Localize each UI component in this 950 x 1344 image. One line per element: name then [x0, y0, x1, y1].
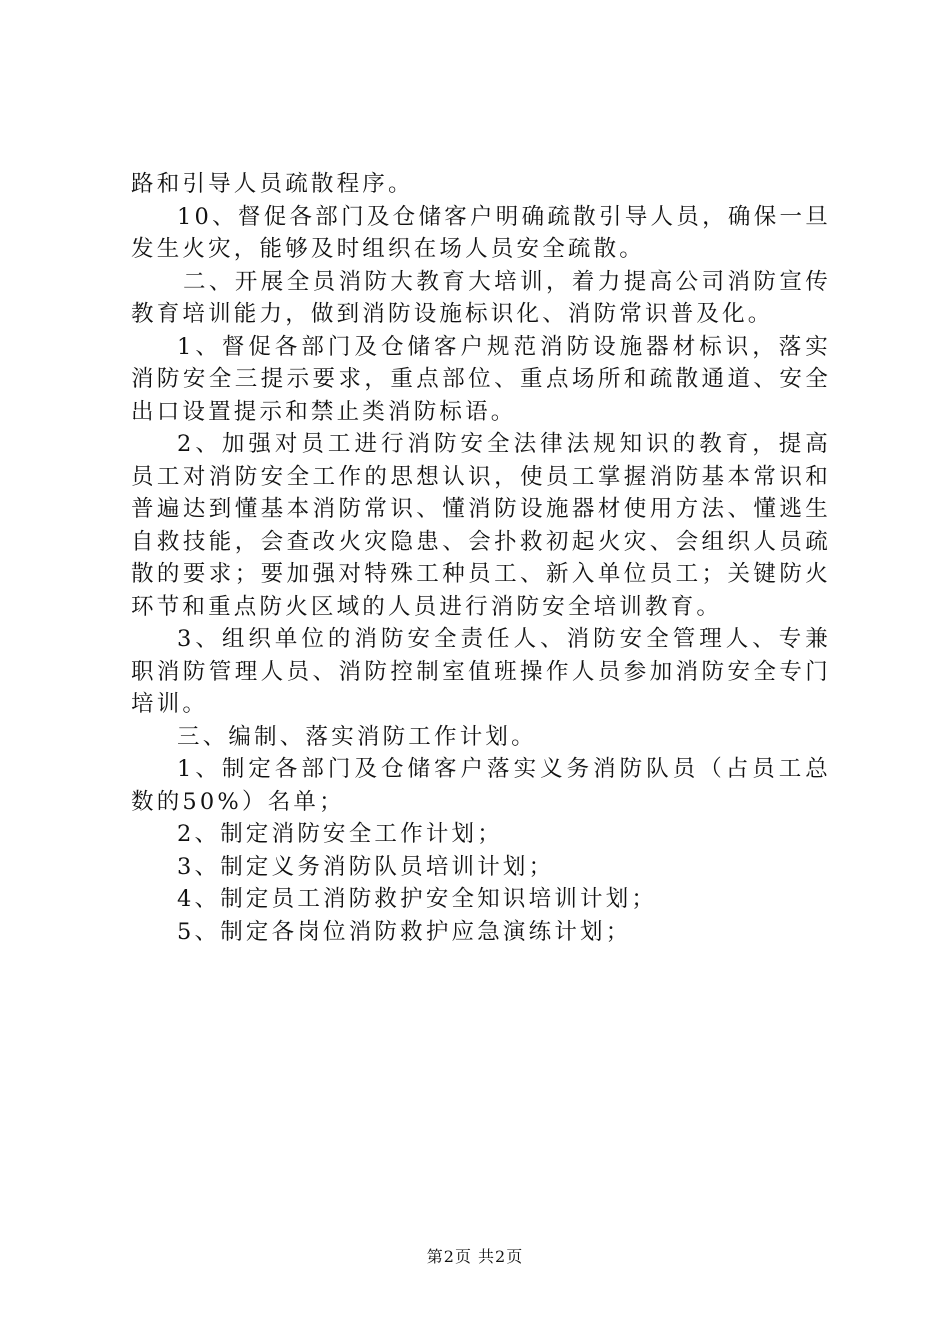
paragraph-item-2: 2、加强对员工进行消防安全法律法规知识的教育，提高员工对消防安全工作的思想认识，使员工掌握消防基本常识和普遍达到懂基本消防常识、懂消防设施器材使用方法、懂逃生自救技能，会查改火灾隐患、会扑救初起火灾、会组织人员疏散的要求；要加强对特殊工种员工、新入单位员工；关键防火环节和重点防火区域的人员进行消防安全培训教育。: [131, 431, 831, 620]
document-body: [131, 168, 831, 948]
list-item-3: 3、制定义务消防队员培训计划；: [177, 853, 555, 880]
list-item-4: 4、制定员工消防救护安全知识培训计划；: [177, 886, 658, 912]
list-item-5: 5、制定各岗位消防救护应急演练计划；: [177, 918, 632, 945]
page-number-footer: 第2页 共2页: [426, 1247, 524, 1266]
list-item-1: 1、制定各部门及仓储客户落实义务消防队员（占员工总数的50%）名单；: [131, 756, 831, 815]
paragraph-item-1: 1、督促各部门及仓储客户规范消防设施器材标识，落实消防安全三提示要求，重点部位、重点场所和疏散通道、安全出口设置提示和禁止类消防标语。: [131, 333, 831, 425]
section-heading-3: 三、编制、落实消防工作计划。: [177, 723, 537, 750]
list-item-2: 2、制定消防安全工作计划；: [177, 821, 503, 847]
paragraph-continuation: 路和引导人员疏散程序。: [131, 171, 414, 197]
paragraph-item-3: 3、组织单位的消防安全责任人、消防安全管理人、专兼职消防管理人员、消防控制室值班操作人员参加消防安全专门培训。: [131, 626, 831, 717]
paragraph-item-10: 10、督促各部门及仓储客户明确疏散引导人员，确保一旦发生火灾，能够及时组织在场人员安全疏散。: [131, 203, 831, 262]
section-heading-2: 二、开展全员消防大教育大培训，着力提高公司消防宣传教育培训能力，做到消防设施标识化、消防常识普及化。: [131, 268, 831, 327]
